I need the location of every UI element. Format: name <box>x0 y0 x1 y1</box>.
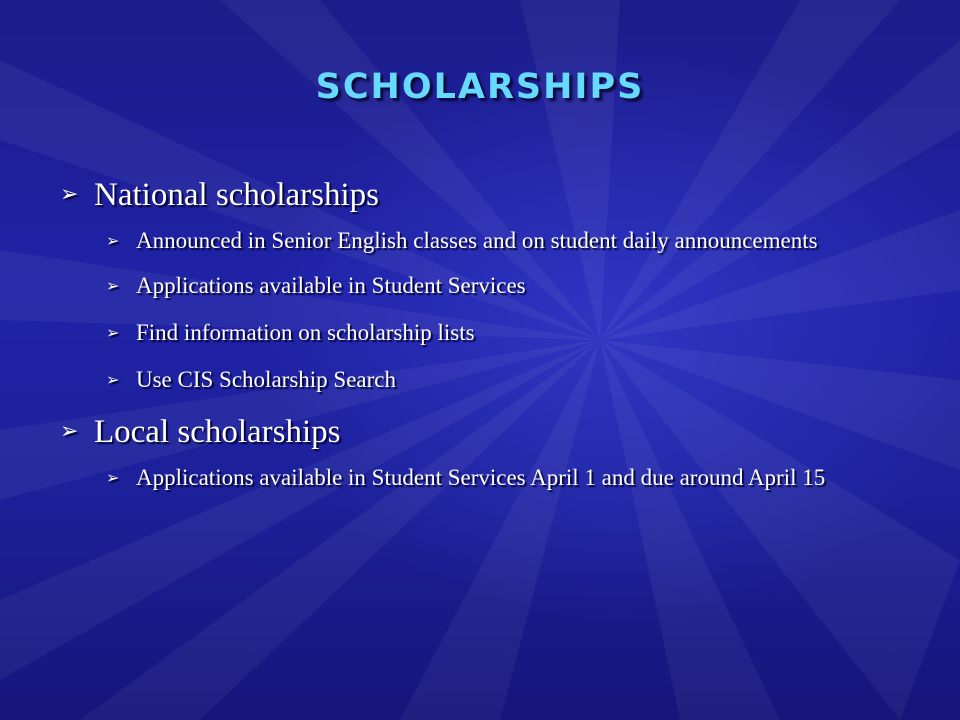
list-item <box>60 319 900 347</box>
list-item-text: Local scholarships <box>94 414 341 450</box>
list-item-text: Use CIS Scholarship Search <box>136 367 396 392</box>
list-item <box>60 227 900 255</box>
arrow-bullet-icon: ➢ <box>106 370 120 389</box>
list-item <box>60 272 900 300</box>
list-item-text: Announced in Senior English classes and on student daily announcements <box>136 228 818 253</box>
list-item <box>60 464 900 492</box>
list-item-text: Applications available in Student Services April 1 and due around April 15 <box>136 465 826 490</box>
list-item <box>60 175 900 215</box>
slide-title: scholarships <box>315 52 645 110</box>
list-item-text: Find information on scholarship lists <box>136 320 475 345</box>
list-item <box>60 412 900 452</box>
list-item <box>60 366 900 394</box>
arrow-bullet-icon: ➢ <box>106 231 120 250</box>
bullet-list <box>60 175 900 492</box>
arrow-bullet-icon: ➢ <box>106 276 120 295</box>
list-item-text: Applications available in Student Services <box>136 273 526 298</box>
list-item-text: National scholarships <box>94 177 380 213</box>
arrow-bullet-icon: ➢ <box>60 182 79 207</box>
arrow-bullet-icon: ➢ <box>106 323 120 342</box>
arrow-bullet-icon: ➢ <box>60 419 79 444</box>
arrow-bullet-icon: ➢ <box>106 468 120 487</box>
